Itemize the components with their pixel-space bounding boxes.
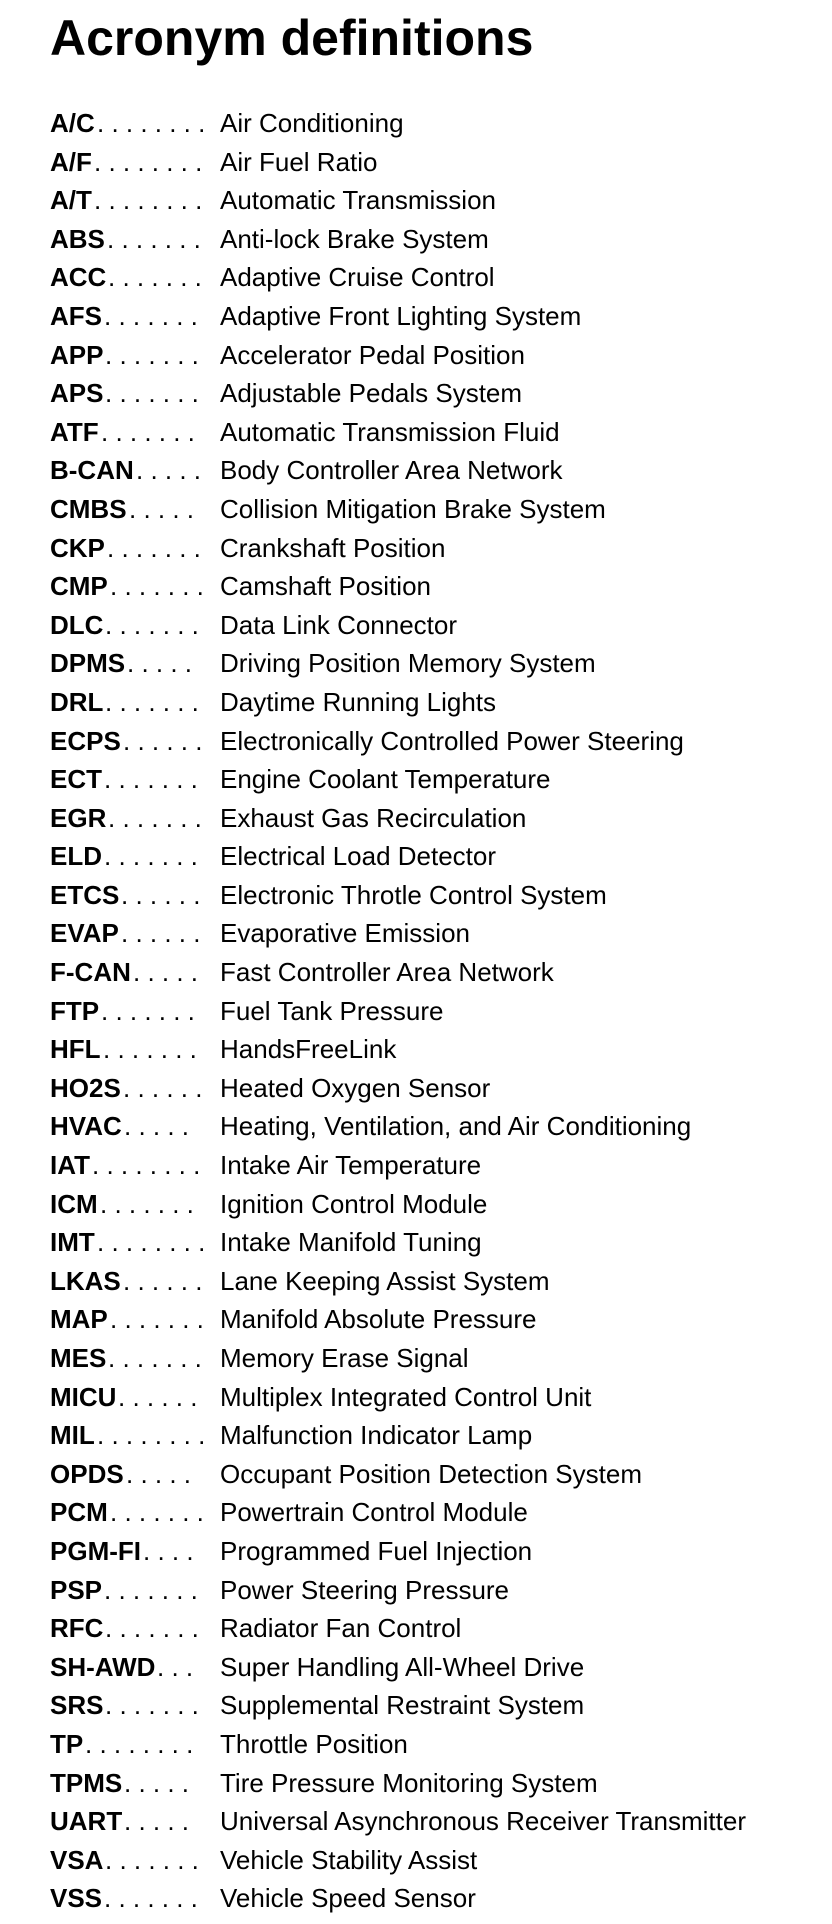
dot-leader: . . . . . . . (108, 262, 202, 293)
dot-leader: . . . . . . . (105, 378, 199, 409)
acronym-definition: Body Controller Area Network (220, 455, 563, 486)
acronym-abbreviation: DRL (50, 686, 104, 717)
acronym-definition: Data Link Connector (220, 609, 458, 640)
acronym-abbreviation: MAP (50, 1304, 108, 1335)
dot-leader: . . . . . (129, 493, 195, 524)
acronym-row (50, 683, 810, 722)
acronym-abbreviation: ECPS (50, 725, 121, 756)
acronym-abbreviation: MIL (50, 1420, 95, 1451)
dot-leader: . . . . . . . (107, 532, 201, 563)
acronym-definition: Vehicle Speed Sensor (220, 1883, 476, 1914)
acronym-row (50, 1648, 810, 1687)
acronym-abbreviation: TP (50, 1728, 84, 1759)
acronym-row (50, 1764, 810, 1803)
acronym-row (50, 374, 810, 413)
dot-leader: . . . . . (124, 1111, 190, 1142)
acronym-definition: Crankshaft Position (220, 532, 446, 563)
dot-leader: . . . . . . (118, 1381, 198, 1412)
acronym-definition: Anti-lock Brake System (220, 223, 489, 254)
acronym-definition: Powertrain Control Module (220, 1497, 528, 1528)
acronym-row (50, 1107, 810, 1146)
acronym-definition: Universal Asynchronous Receiver Transmitter (220, 1806, 746, 1837)
acronym-abbreviation: HO2S (50, 1072, 121, 1103)
acronym-row (50, 181, 810, 220)
dot-leader: . . . . . . . . (97, 1420, 206, 1451)
acronym-row (50, 837, 810, 876)
acronym-row (50, 644, 810, 683)
acronym-abbreviation: LKAS (50, 1265, 121, 1296)
acronym-abbreviation: PGM-FI (50, 1535, 141, 1566)
dot-leader: . . . . . . . . (92, 1150, 201, 1181)
acronym-row (50, 992, 810, 1031)
acronym-row (50, 1185, 810, 1224)
acronym-row (50, 1686, 810, 1725)
acronym-row (50, 143, 810, 182)
acronym-definition: Power Steering Pressure (220, 1574, 510, 1605)
acronym-row (50, 1416, 810, 1455)
acronym-definition: Evaporative Emission (220, 918, 470, 949)
acronym-row (50, 1069, 810, 1108)
acronym-row (50, 104, 810, 143)
acronym-abbreviation: ATF (50, 416, 99, 447)
acronym-row (50, 1030, 810, 1069)
acronym-abbreviation: APS (50, 378, 104, 409)
acronym-definition: Malfunction Indicator Lamp (220, 1420, 533, 1451)
acronym-abbreviation: VSS (50, 1883, 103, 1914)
acronym-definition: Adaptive Front Lighting System (220, 300, 582, 331)
acronym-definition: Electronic Throtle Control System (220, 879, 607, 910)
acronym-abbreviation: OPDS (50, 1458, 124, 1489)
acronym-abbreviation: CKP (50, 532, 105, 563)
dot-leader: . . . . . . . (107, 223, 201, 254)
acronym-abbreviation: CMBS (50, 493, 127, 524)
dot-leader: . . . . . . . (100, 1188, 194, 1219)
acronym-row (50, 451, 810, 490)
acronym-abbreviation: ETCS (50, 879, 120, 910)
acronym-row (50, 413, 810, 452)
acronym-row (50, 529, 810, 568)
dot-leader: . . . . . . . (105, 609, 199, 640)
acronym-row (50, 722, 810, 761)
acronym-row (50, 297, 810, 336)
dot-leader: . . . . . . . (105, 1613, 199, 1644)
acronym-row (50, 914, 810, 953)
acronym-definition: Air Conditioning (220, 108, 404, 138)
acronym-abbreviation: HFL (50, 1034, 101, 1065)
acronym-definition: Camshaft Position (220, 571, 431, 602)
acronym-abbreviation: HVAC (50, 1111, 122, 1142)
acronym-abbreviation: DLC (50, 609, 104, 640)
acronym-row (50, 1725, 810, 1764)
dot-leader: . . . . . . . (104, 841, 198, 872)
acronym-definition: Fast Controller Area Network (220, 957, 554, 988)
acronym-row (50, 1300, 810, 1339)
acronym-abbreviation: EGR (50, 802, 107, 833)
acronym-definition: Intake Manifold Tuning (220, 1227, 482, 1258)
dot-leader: . . . . . . . (104, 300, 198, 331)
acronym-definition: Adaptive Cruise Control (220, 262, 495, 293)
acronym-row (50, 606, 810, 645)
acronym-definition: Occupant Position Detection System (220, 1458, 642, 1489)
acronym-row (50, 760, 810, 799)
acronym-abbreviation: ABS (50, 223, 105, 254)
dot-leader: . . . (157, 1651, 194, 1682)
acronym-abbreviation: ELD (50, 841, 102, 872)
acronym-definition: Driving Position Memory System (220, 648, 596, 679)
dot-leader: . . . . . . (121, 879, 201, 910)
acronym-definition: Accelerator Pedal Position (220, 339, 525, 370)
dot-leader: . . . . . (126, 1458, 192, 1489)
acronym-abbreviation: TPMS (50, 1767, 123, 1798)
acronym-row (50, 1339, 810, 1378)
acronym-row (50, 490, 810, 529)
acronym-abbreviation: SH-AWD (50, 1651, 156, 1682)
acronym-definition: Vehicle Stability Assist (220, 1844, 478, 1875)
dot-leader: . . . . . . . (105, 339, 199, 370)
acronym-row (50, 1532, 810, 1571)
acronym-row (50, 336, 810, 375)
acronym-row (50, 799, 810, 838)
acronym-definition: Supplemental Restraint System (220, 1690, 585, 1721)
acronym-abbreviation: MES (50, 1343, 107, 1373)
acronym-abbreviation: IMT (50, 1227, 95, 1258)
dot-leader: . . . . . . . (110, 571, 204, 602)
dot-leader: . . . . . . (123, 1265, 203, 1296)
dot-leader: . . . . . . . (105, 1690, 199, 1721)
acronym-row (50, 1802, 810, 1841)
dot-leader: . . . . . . . . (94, 146, 203, 177)
acronym-abbreviation: A/T (50, 185, 92, 216)
acronym-definition: Collision Mitigation Brake System (220, 493, 606, 524)
dot-leader: . . . . . . . (104, 1574, 198, 1605)
acronym-abbreviation: UART (50, 1806, 123, 1837)
acronym-row (50, 1378, 810, 1417)
dot-leader: . . . . . . . (104, 1883, 198, 1914)
acronym-definition: Engine Coolant Temperature (220, 764, 551, 795)
acronym-row (50, 258, 810, 297)
acronym-definition: Super Handling All-Wheel Drive (220, 1651, 585, 1682)
acronym-abbreviation: ICM (50, 1188, 98, 1219)
acronym-abbreviation: PCM (50, 1497, 108, 1528)
acronym-abbreviation: B-CAN (50, 455, 134, 486)
acronym-list (50, 104, 810, 1918)
acronym-definition: Heated Oxygen Sensor (220, 1072, 491, 1103)
dot-leader: . . . . . . . . (97, 108, 206, 138)
dot-leader: . . . . . (124, 1806, 190, 1837)
acronym-row (50, 1493, 810, 1532)
acronym-abbreviation: PSP (50, 1574, 103, 1605)
acronym-definition: HandsFreeLink (220, 1034, 397, 1065)
acronym-row (50, 1146, 810, 1185)
dot-leader: . . . . . . . (101, 995, 195, 1026)
acronym-abbreviation: APP (50, 339, 104, 370)
acronym-definition: Electrical Load Detector (220, 841, 497, 872)
acronym-abbreviation: A/F (50, 146, 92, 177)
acronym-definition: Programmed Fuel Injection (220, 1535, 533, 1566)
acronym-abbreviation: IAT (50, 1150, 90, 1181)
dot-leader: . . . . . . . (104, 764, 198, 795)
acronym-row (50, 1841, 810, 1880)
acronym-definition: Electronically Controlled Power Steering (220, 725, 684, 756)
acronym-row (50, 567, 810, 606)
dot-leader: . . . . . . . . (85, 1728, 194, 1759)
acronym-definition: Automatic Transmission (220, 185, 496, 216)
dot-leader: . . . . . . . (105, 686, 199, 717)
acronym-row (50, 876, 810, 915)
acronym-row (50, 1455, 810, 1494)
dot-leader: . . . . . (136, 455, 202, 486)
acronym-abbreviation: ACC (50, 262, 107, 293)
acronym-definition: Heating, Ventilation, and Air Conditioning (220, 1111, 692, 1142)
dot-leader: . . . . . . . (103, 1034, 197, 1065)
acronym-row (50, 1223, 810, 1262)
dot-leader: . . . . . . . (101, 416, 195, 447)
page-title: Acronym definitions (50, 10, 534, 66)
acronym-definition: Fuel Tank Pressure (220, 995, 444, 1026)
acronym-row (50, 953, 810, 992)
acronym-abbreviation: VSA (50, 1844, 104, 1875)
acronym-abbreviation: EVAP (50, 918, 119, 949)
acronym-definition: Air Fuel Ratio (220, 146, 378, 177)
acronym-definition: Manifold Absolute Pressure (220, 1304, 537, 1335)
acronym-abbreviation: F-CAN (50, 957, 131, 988)
acronym-row (50, 1609, 810, 1648)
dot-leader: . . . . (143, 1535, 194, 1566)
dot-leader: . . . . . . (123, 725, 203, 756)
acronym-definition: Memory Erase Signal (220, 1343, 469, 1373)
acronym-abbreviation: RFC (50, 1613, 104, 1644)
dot-leader: . . . . . (127, 648, 193, 679)
dot-leader: . . . . . . . (108, 1343, 202, 1373)
acronym-abbreviation: DPMS (50, 648, 126, 679)
acronym-abbreviation: CMP (50, 571, 108, 602)
dot-leader: . . . . . (133, 957, 199, 988)
dot-leader: . . . . . . (123, 1072, 203, 1103)
acronym-definition: Multiplex Integrated Control Unit (220, 1381, 592, 1412)
dot-leader: . . . . . (124, 1767, 190, 1798)
acronym-abbreviation: MICU (50, 1381, 117, 1412)
acronym-definition: Adjustable Pedals System (220, 378, 523, 409)
dot-leader: . . . . . . . (108, 802, 202, 833)
acronym-definition: Throttle Position (220, 1728, 408, 1759)
dot-leader: . . . . . . . . (94, 185, 203, 216)
acronym-definition: Lane Keeping Assist System (220, 1265, 550, 1296)
acronym-definition: Intake Air Temperature (220, 1150, 482, 1181)
dot-leader: . . . . . . . (110, 1304, 204, 1335)
acronym-abbreviation: FTP (50, 995, 100, 1026)
acronym-abbreviation: SRS (50, 1690, 104, 1721)
acronym-definition: Radiator Fan Control (220, 1613, 462, 1644)
acronym-definition: Daytime Running Lights (220, 686, 497, 717)
acronym-abbreviation: ECT (50, 764, 102, 795)
acronym-row (50, 1879, 810, 1918)
acronym-definition: Ignition Control Module (220, 1188, 488, 1219)
acronym-definition: Tire Pressure Monitoring System (220, 1767, 598, 1798)
acronym-abbreviation: AFS (50, 300, 102, 331)
dot-leader: . . . . . . . . (97, 1227, 206, 1258)
acronym-row (50, 1571, 810, 1610)
acronym-definition: Exhaust Gas Recirculation (220, 802, 527, 833)
acronym-abbreviation: A/C (50, 108, 95, 138)
acronym-row (50, 220, 810, 259)
acronym-definition: Automatic Transmission Fluid (220, 416, 560, 447)
dot-leader: . . . . . . . (105, 1844, 199, 1875)
dot-leader: . . . . . . (121, 918, 201, 949)
dot-leader: . . . . . . . (110, 1497, 204, 1528)
acronym-row (50, 1262, 810, 1301)
